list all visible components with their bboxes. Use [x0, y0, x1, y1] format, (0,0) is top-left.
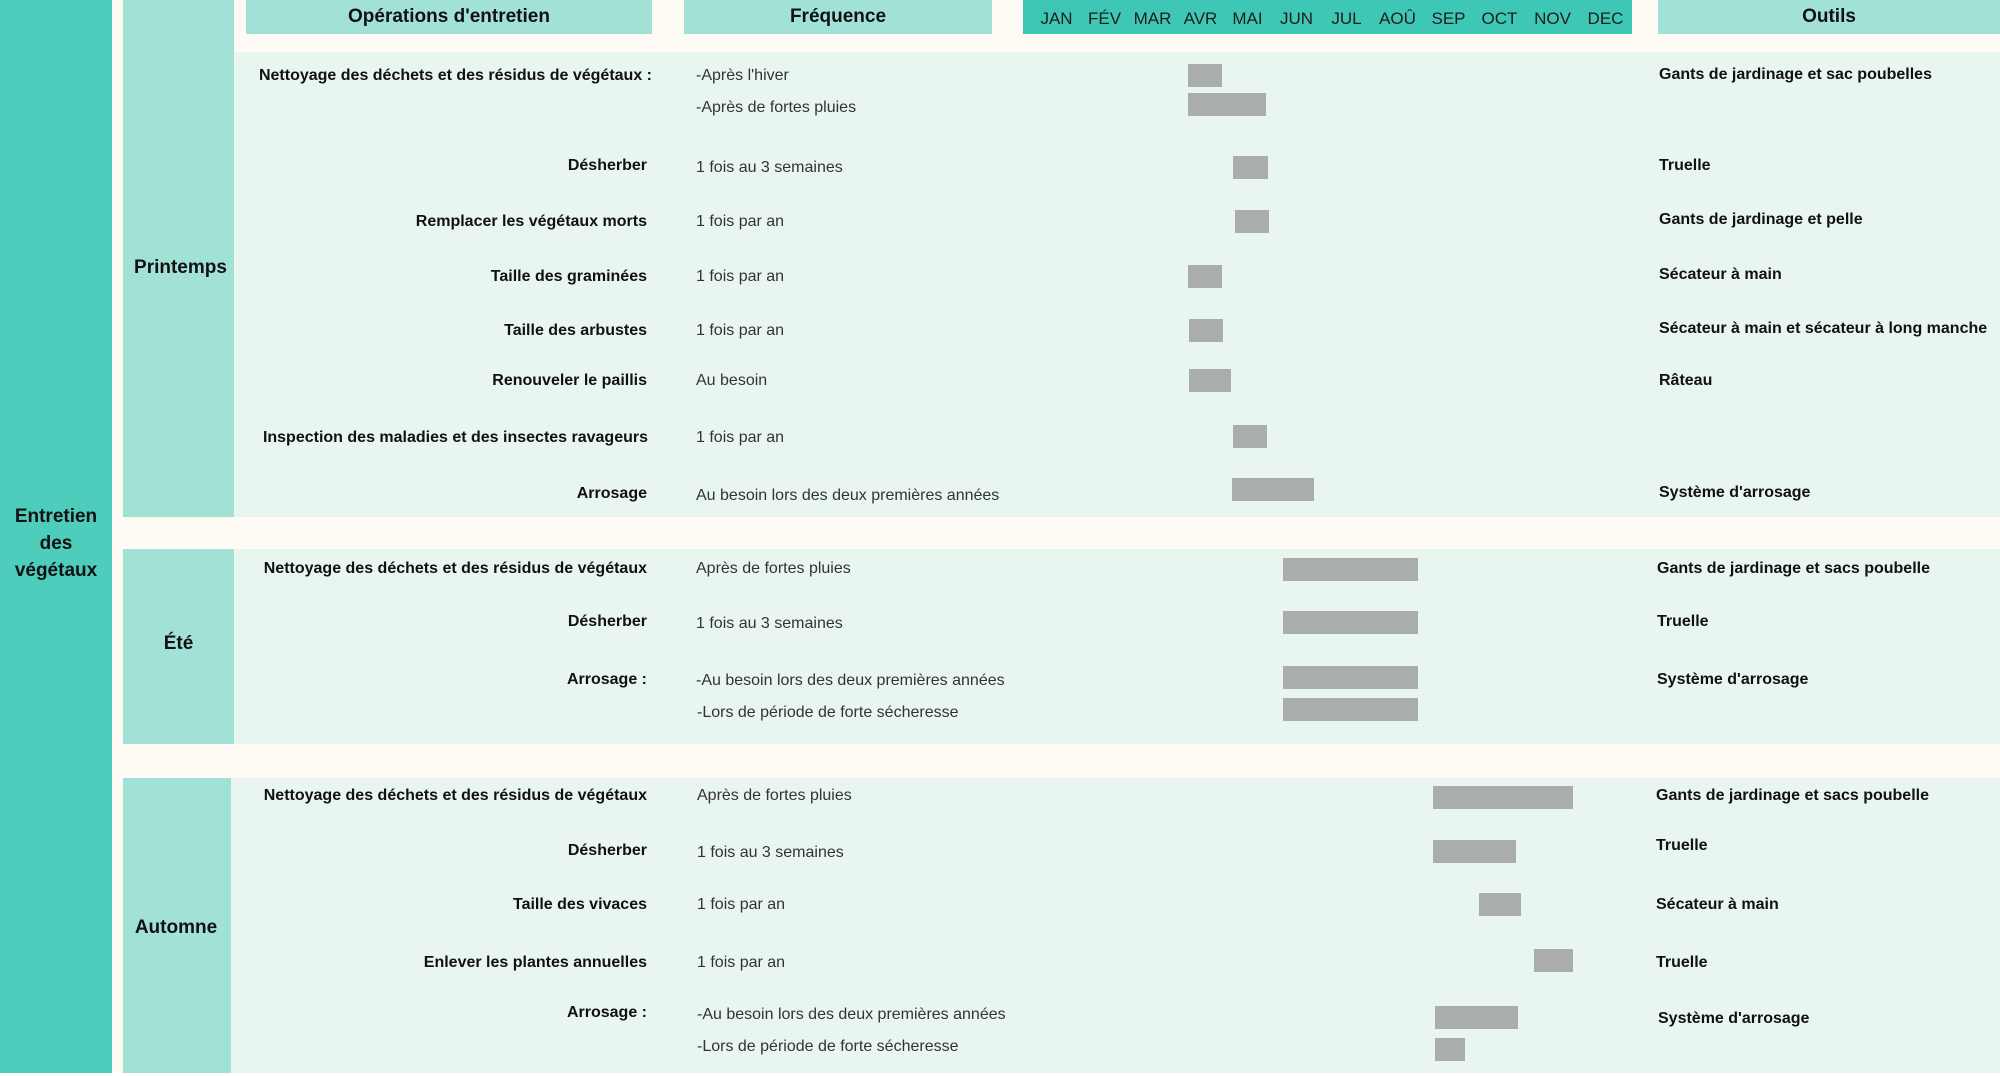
schedule-bar — [1232, 478, 1314, 501]
month-feb: FÉV — [1087, 9, 1122, 28]
section-title-ete: Été — [163, 633, 194, 654]
tool-label: Sécateur à main — [1656, 896, 1779, 913]
category-label: Entretien des végétaux — [14, 506, 98, 581]
operation-label: Désherber — [567, 157, 647, 174]
schedule-bar — [1433, 840, 1516, 863]
header-operations: Opérations d'entretien — [246, 0, 652, 34]
tool-label: Système d'arrosage — [1658, 1010, 1810, 1027]
operation-label: Nettoyage des déchets et des résidus de végétaux : — [258, 67, 652, 84]
operation-label: Enlever les plantes annuelles — [423, 954, 647, 971]
operation-label: Taille des graminées — [490, 268, 647, 285]
frequency-text: -Lors de période de forte sécheresse — [697, 704, 959, 721]
frequency-text: Au besoin — [696, 372, 768, 389]
tool-label: Système d'arrosage — [1659, 484, 1811, 501]
frequency-text: -Au besoin lors des deux premières années — [696, 672, 1005, 689]
operation-label: Arrosage : — [566, 1004, 647, 1021]
operation-label: Désherber — [567, 842, 647, 859]
tool-label: Sécateur à main — [1659, 266, 1782, 283]
frequency-text: 1 fois au 3 semaines — [697, 844, 844, 861]
header-frequence: Fréquence — [684, 0, 992, 34]
operation-label: Arrosage : — [566, 671, 647, 688]
frequency-text: -Après de fortes pluies — [696, 99, 857, 116]
month-dec: DEC — [1587, 9, 1624, 28]
operation-label: Désherber — [567, 613, 647, 630]
section-automne-bg — [231, 778, 2000, 1073]
frequency-text: -Au besoin lors des deux premières années — [697, 1006, 1006, 1023]
schedule-bar — [1433, 786, 1573, 809]
tool-label: Gants de jardinage et sacs poubelle — [1656, 787, 1929, 804]
schedule-bar — [1283, 558, 1418, 581]
operation-label: Inspection des maladies et des insectes ravageurs — [262, 429, 648, 446]
month-nov: NOV — [1534, 9, 1571, 28]
tool-label: Truelle — [1659, 157, 1711, 174]
tool-label: Sécateur à main et sécateur à long manche — [1659, 320, 1988, 337]
schedule-bar — [1235, 210, 1269, 233]
operation-label: Remplacer les végétaux morts — [415, 213, 647, 230]
frequency-text: Après de fortes pluies — [697, 787, 852, 804]
frequency-text: 1 fois au 3 semaines — [696, 159, 843, 176]
schedule-bar — [1435, 1038, 1465, 1061]
section-title-automne: Automne — [134, 917, 218, 938]
schedule-bar — [1189, 319, 1223, 342]
month-sep: SEP — [1431, 9, 1466, 28]
schedule-bar — [1188, 64, 1222, 87]
schedule-bar — [1233, 156, 1268, 179]
frequency-text: -Après l'hiver — [696, 67, 789, 84]
schedule-bar — [1188, 93, 1266, 116]
tool-label: Gants de jardinage et pelle — [1659, 211, 1863, 228]
schedule-bar — [1479, 893, 1521, 916]
month-oct: OCT — [1481, 9, 1518, 28]
frequency-text: 1 fois par an — [696, 213, 785, 230]
tool-label: Gants de jardinage et sac poubelles — [1659, 66, 1932, 83]
month-mar: MAR — [1133, 9, 1172, 28]
tool-label: Truelle — [1656, 954, 1708, 971]
month-jan: JAN — [1040, 9, 1073, 28]
frequency-text: 1 fois par an — [697, 896, 786, 913]
frequency-text: 1 fois par an — [696, 268, 785, 285]
frequency-text: Au besoin lors des deux premières années — [696, 487, 1000, 504]
schedule-bar — [1188, 265, 1222, 288]
schedule-bar — [1435, 1006, 1518, 1029]
tool-label: Truelle — [1657, 613, 1709, 630]
tool-label: Système d'arrosage — [1657, 671, 1809, 688]
operation-label: Taille des vivaces — [512, 896, 647, 913]
frequency-text: 1 fois par an — [696, 429, 785, 446]
month-apr: AVR — [1183, 9, 1218, 28]
tool-label: Truelle — [1656, 837, 1708, 854]
schedule-bar — [1283, 611, 1418, 634]
frequency-text: 1 fois au 3 semaines — [696, 615, 843, 632]
frequency-text: 1 fois par an — [697, 954, 786, 971]
section-title-printemps: Printemps — [134, 257, 227, 278]
frequency-text: 1 fois par an — [696, 322, 785, 339]
operation-label: Nettoyage des déchets et des résidus de végétaux — [263, 560, 647, 577]
schedule-bar — [1534, 949, 1573, 972]
schedule-bar — [1283, 666, 1418, 689]
month-aug: AOÛ — [1379, 9, 1416, 28]
schedule-bar — [1189, 369, 1231, 392]
operation-label: Renouveler le paillis — [492, 372, 647, 389]
operation-label: Taille des arbustes — [504, 322, 647, 339]
frequency-text: Après de fortes pluies — [696, 560, 851, 577]
operation-label: Arrosage — [576, 485, 647, 502]
tool-label: Gants de jardinage et sacs poubelle — [1657, 560, 1930, 577]
month-jul: JUL — [1331, 9, 1362, 28]
schedule-bar — [1233, 425, 1267, 448]
section-ete-bg — [234, 549, 2000, 744]
schedule-bar — [1283, 698, 1418, 721]
header-outils: Outils — [1658, 0, 2000, 34]
operation-label: Nettoyage des déchets et des résidus de végétaux — [263, 787, 647, 804]
month-may: MAI — [1232, 9, 1263, 28]
frequency-text: -Lors de période de forte sécheresse — [697, 1038, 959, 1055]
month-jun: JUN — [1279, 9, 1314, 28]
tool-label: Râteau — [1659, 372, 1713, 389]
